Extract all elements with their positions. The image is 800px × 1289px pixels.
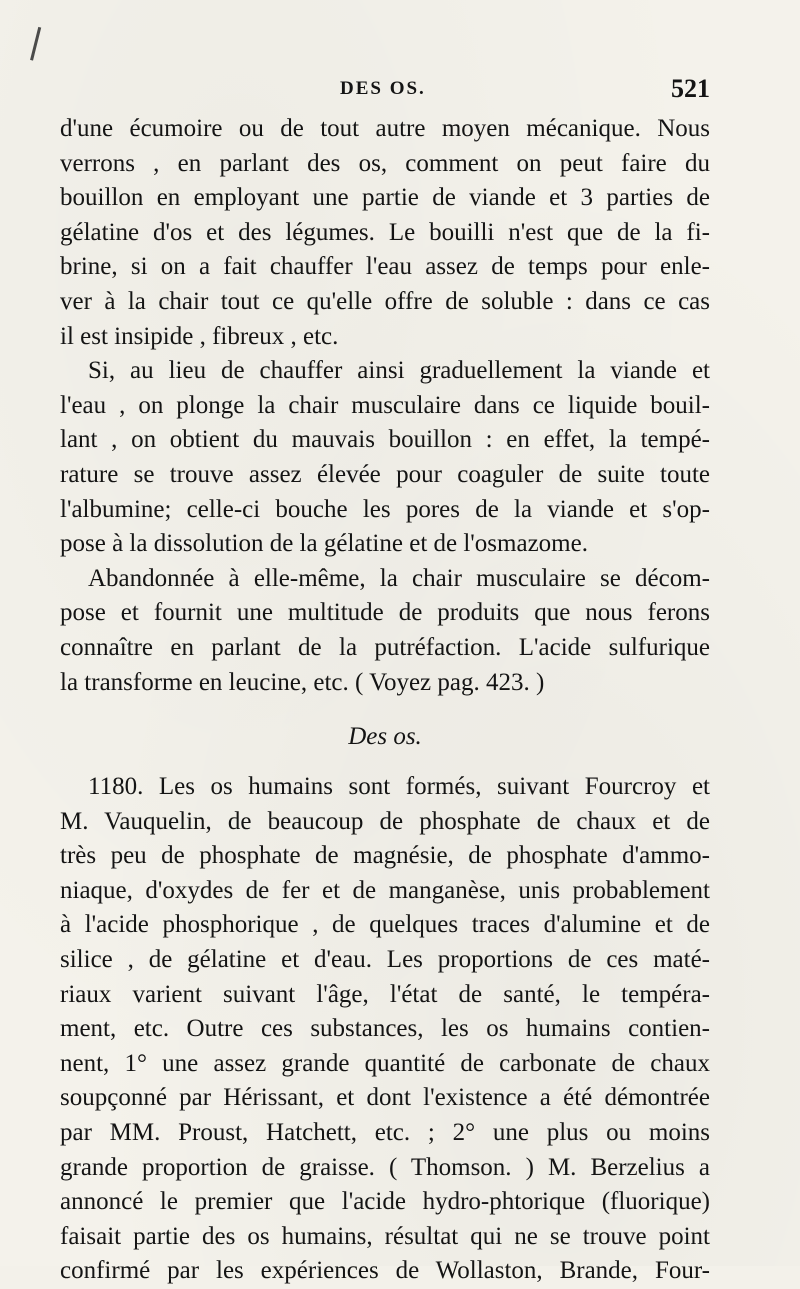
text-line: faisait partie des os humains, résultat qui ne se trouve point bbox=[60, 1222, 710, 1250]
text-line: Si, au lieu de chauffer ainsi graduellement la viande et bbox=[88, 357, 710, 385]
text-line: M. Vauquelin, de beaucoup de phosphate de chaux et de bbox=[60, 807, 710, 835]
page-number: 521 bbox=[671, 74, 710, 103]
text-line: il est insipide , fibreux , etc. bbox=[60, 322, 339, 350]
text-line: ver à la chair tout ce qu'elle offre de soluble : dans ce cas bbox=[60, 287, 710, 315]
text-line: riaux varient suivant l'âge, l'état de santé, le tempéra- bbox=[60, 980, 710, 1008]
text-line: pose et fournit une multitude de produits que nous ferons bbox=[60, 599, 710, 627]
text-line: bouillon en employant une partie de viande et 3 parties de bbox=[60, 184, 710, 212]
text-line: Abandonnée à elle-même, la chair musculaire se décom- bbox=[88, 564, 710, 592]
paragraph-2 bbox=[60, 354, 710, 562]
text-line: rature se trouve assez élevée pour coaguler de suite toute bbox=[60, 460, 710, 488]
text-line: lant , on obtient du mauvais bouillon : en effet, la tempé- bbox=[60, 426, 710, 454]
section-title: Des os. bbox=[348, 723, 422, 751]
text-line: silice , de gélatine et d'eau. Les proportions de ces maté- bbox=[60, 946, 710, 974]
text-line: brine, si on a fait chauffer l'eau assez de temps pour enle- bbox=[60, 253, 710, 281]
text-line: soupçonné par Hérissant, et dont l'existence a été démontrée bbox=[60, 1084, 710, 1112]
text-line: annoncé le premier que l'acide hydro-phtorique (fluorique) bbox=[60, 1188, 710, 1216]
text-line: la transforme en leucine, etc. ( Voyez pag. 423. ) bbox=[60, 668, 545, 696]
paragraph-3 bbox=[60, 562, 710, 700]
pencil-mark bbox=[30, 27, 51, 63]
section-paragraph bbox=[60, 770, 710, 1289]
text-line: grande proportion de graisse. ( Thomson. ) M. Berzelius a bbox=[60, 1153, 710, 1181]
body-text bbox=[60, 112, 710, 1289]
text-line: connaître en parlant de la putréfaction. L'acide sulfurique bbox=[60, 633, 710, 661]
text-line: 1180. Les os humains sont formés, suivant Fourcroy et bbox=[88, 773, 710, 801]
text-line: ment, etc. Outre ces substances, les os humains contien- bbox=[60, 1015, 710, 1043]
text-line: par MM. Proust, Hatchett, etc. ; 2° une plus ou moins bbox=[60, 1119, 710, 1147]
text-line: l'albumine; celle-ci bouche les pores de la viande et s'op- bbox=[60, 495, 710, 523]
text-line: d'une écumoire ou de tout autre moyen mécanique. Nous bbox=[60, 115, 710, 142]
text-line: à l'acide phosphorique , de quelques traces d'alumine et de bbox=[60, 911, 710, 939]
text-line: très peu de phosphate de magnésie, de phosphate d'ammo- bbox=[60, 842, 710, 870]
running-head: DES OS. bbox=[340, 78, 426, 99]
text-line: pose à la dissolution de la gélatine et de l'osmazome. bbox=[60, 530, 588, 558]
text-line: niaque, d'oxydes de fer et de manganèse, unis probablement bbox=[60, 876, 710, 904]
page-header bbox=[60, 74, 710, 108]
text-line: l'eau , on plonge la chair musculaire dans ce liquide bouil- bbox=[60, 391, 710, 419]
paragraph-1 bbox=[60, 112, 710, 354]
text-line: nent, 1° une assez grande quantité de carbonate de chaux bbox=[60, 1049, 710, 1077]
text-line: confirmé par les expériences de Wollaston, Brande, Four- bbox=[60, 1257, 710, 1285]
text-line: verrons , en parlant des os, comment on peut faire du bbox=[60, 149, 710, 177]
text-line: gélatine d'os et des légumes. Le bouilli n'est que de la fi- bbox=[60, 218, 710, 246]
